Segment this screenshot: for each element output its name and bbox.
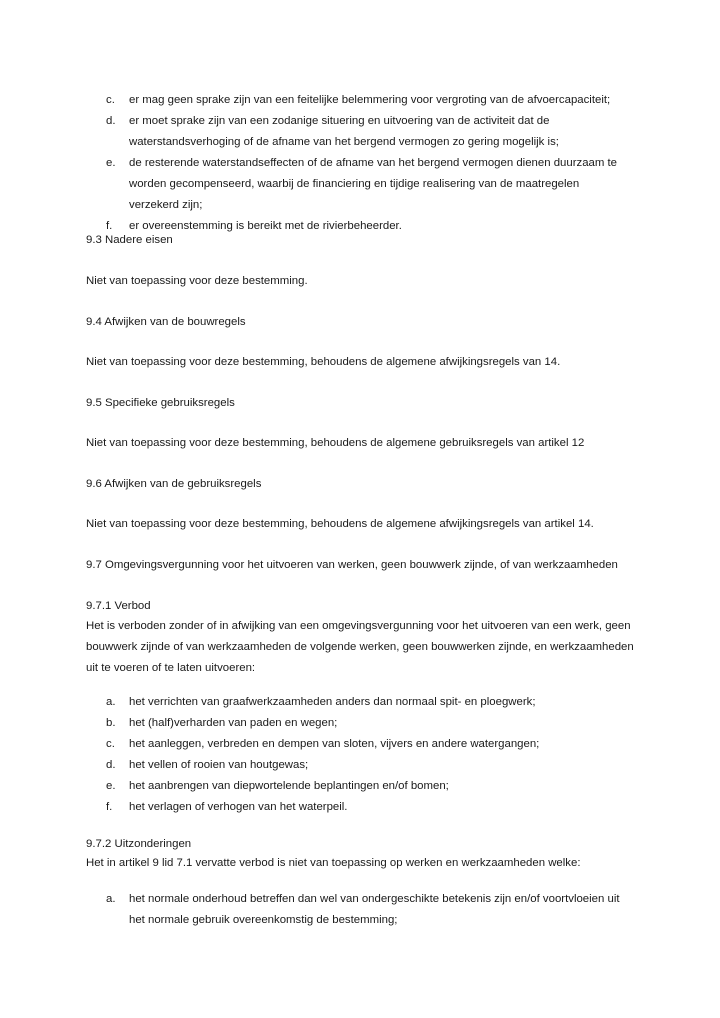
list-item-text: er overeenstemming is bereikt met de rivierbeheerder. [129,220,402,232]
list-item-text: het verrichten van graafwerkzaamheden anders dan normaal spit- en ploegwerk; [129,696,536,708]
list-item [0,111,720,153]
section-heading-9-6: 9.6 Afwijken van de gebruiksregels [86,478,262,490]
list-item-text: de resterende waterstandseffecten of de afname van het bergend vermogen dienen duurzaam te worden gecompenseerd, waarbij de financiering en tijdige realisering van de maatregelen verzekerd zijn; [129,157,618,211]
list-item-text: het aanbrengen van diepwortelende beplantingen en/of bomen; [129,780,449,792]
list-item [0,153,720,216]
list-marker: b. [106,717,116,729]
list-exceptions [0,889,720,931]
list-item [0,797,720,818]
list-marker: c. [106,94,115,106]
list-marker: d. [106,115,116,127]
list-conditions [0,90,720,237]
section-heading-9-7-1: 9.7.1 Verbod [86,600,151,612]
list-item-text: het normale onderhoud betreffen dan wel van ondergeschikte betekenis zijn en/of voortvloeien uit het normale gebruik overeenkomstig de bestemming; [129,893,620,926]
list-item-text: er moet sprake zijn van een zodanige situering en uitvoering van de activiteit dat de waterstandsverhoging of de afname van het bergend vermogen zo gering mogelijk is; [129,115,559,148]
list-item-text: het verlagen of verhogen van het waterpeil. [129,801,348,813]
section-body-9-7-2: Het in artikel 9 lid 7.1 vervatte verbod is niet van toepassing op werken en werkzaamheden welke: [86,857,581,869]
list-item [0,889,720,931]
list-item-text: het (half)verharden van paden en wegen; [129,717,338,729]
list-item [0,692,720,713]
list-item-text: het vellen of rooien van houtgewas; [129,759,309,771]
list-item [0,755,720,776]
list-marker: f. [106,801,113,813]
list-item [0,90,720,111]
section-body-9-7-1: Het is verboden zonder of in afwijking van een omgevingsvergunning voor het uitvoeren van een werk, geen bouwwerk zijnde of van werkzaamheden de volgende werken, geen bouwwerken zijnde, en werkzaamheden uit te voeren of te laten uitvoeren: [86,620,634,674]
list-item-text: het aanleggen, verbreden en dempen van sloten, vijvers en andere watergangen; [129,738,540,750]
list-item [0,734,720,755]
list-works [0,692,720,818]
list-marker: e. [106,157,116,169]
section-heading-9-7: 9.7 Omgevingsvergunning voor het uitvoeren van werken, geen bouwwerk zijnde, of van werkzaamheden [86,559,618,571]
list-item [0,713,720,734]
list-marker: a. [106,893,116,905]
list-marker: c. [106,738,115,750]
section-body-9-6: Niet van toepassing voor deze bestemming, behoudens de algemene afwijkingsregels van artikel 14. [86,518,594,530]
section-heading-9-5: 9.5 Specifieke gebruiksregels [86,397,235,409]
list-item [0,776,720,797]
section-heading-9-7-2: 9.7.2 Uitzonderingen [86,838,192,850]
section-heading-9-3: 9.3 Nadere eisen [86,234,173,246]
section-heading-9-4: 9.4 Afwijken van de bouwregels [86,316,246,328]
list-marker: e. [106,780,116,792]
list-marker: f. [106,220,113,232]
list-marker: d. [106,759,116,771]
list-marker: a. [106,696,116,708]
section-body-9-3: Niet van toepassing voor deze bestemming. [86,275,308,287]
section-body-9-4: Niet van toepassing voor deze bestemming, behoudens de algemene afwijkingsregels van 14. [86,356,561,368]
section-body-9-5: Niet van toepassing voor deze bestemming, behoudens de algemene gebruiksregels van artikel 12 [86,437,585,449]
list-item-text: er mag geen sprake zijn van een feitelijke belemmering voor vergroting van de afvoercapaciteit; [129,94,611,106]
